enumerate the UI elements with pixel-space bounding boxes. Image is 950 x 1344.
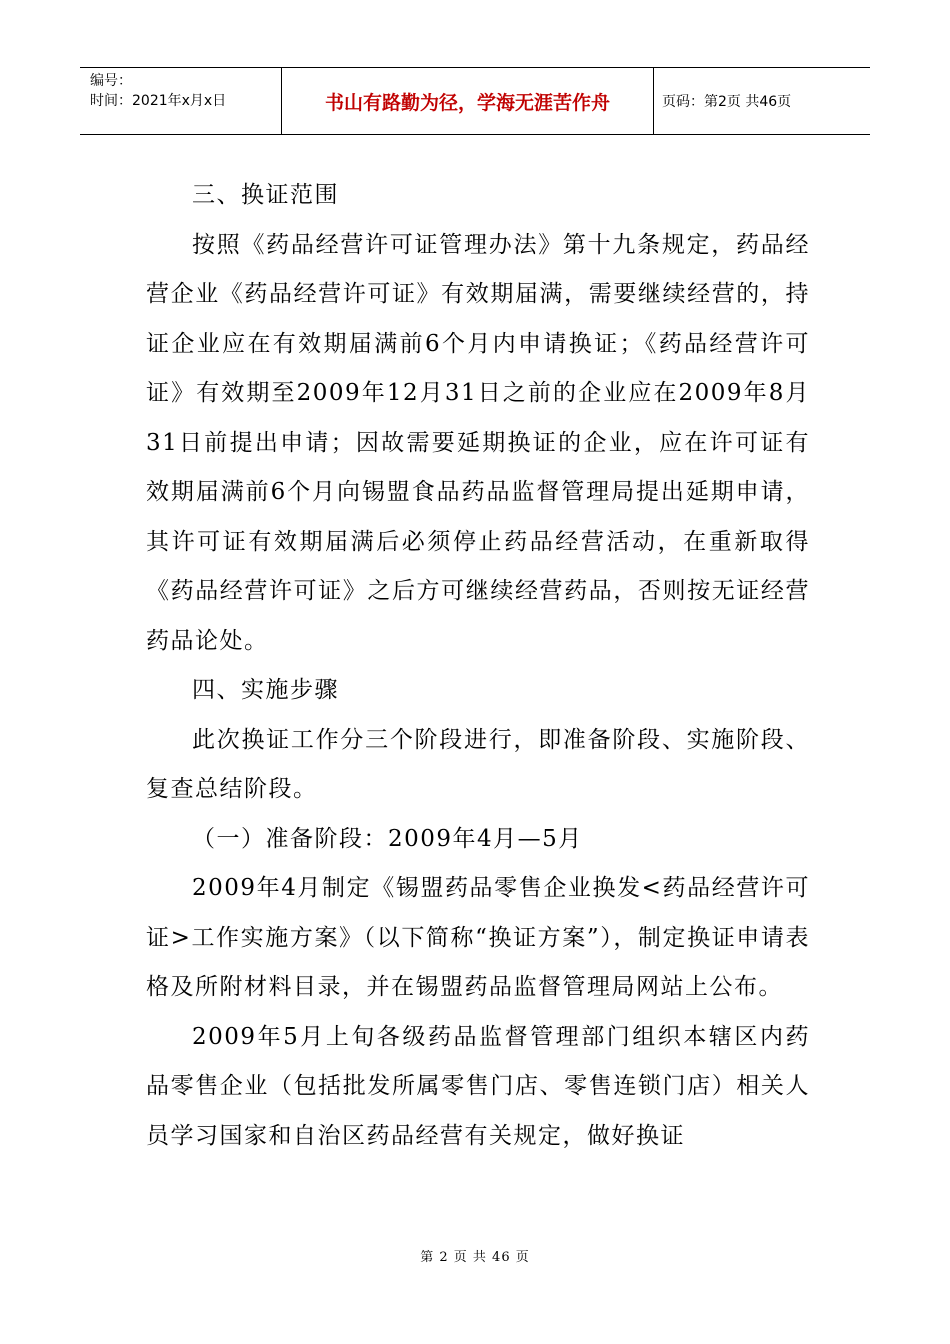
page-footer: 第 2 页 共 46 页: [420, 1250, 530, 1265]
paragraph-steps-intro: 此次换证工作分三个阶段进行，即准备阶段、实施阶段、复查总结阶段。: [146, 726, 810, 802]
document-number-label: 编号：: [90, 73, 132, 89]
document-body: [146, 171, 810, 1161]
paragraph-may: 2009年5月上旬各级药品监督管理部门组织本辖区内药品零售企业（包括批发所属零售门店、零售连锁门店）相关人员学习国家和自治区药品经营有关规定，做好换证: [146, 1023, 810, 1149]
header-page-info: 页码：第2页 共46页: [662, 94, 792, 110]
header-motto: 书山有路勤为径，学海无涯苦作舟: [282, 68, 654, 134]
page-header: [80, 67, 870, 135]
paragraph-april: 2009年4月制定《锡盟药品零售企业换发<药品经营许可证>工作实施方案》（以下简称“换证方案”），制定换证申请表格及所附材料目录，并在锡盟药品监督管理局网站上公布。: [146, 875, 810, 1000]
subheading-preparation: （一）准备阶段：2009年4月—5月: [192, 825, 583, 852]
section-heading-scope: 三、换证范围: [192, 182, 339, 208]
header-meta: [80, 68, 282, 134]
document-time-label: 时间：2021年x月x日: [90, 93, 227, 109]
paragraph-scope: 按照《药品经营许可证管理办法》第十九条规定，药品经营企业《药品经营许可证》有效期届满，需要继续经营的，持证企业应在有效期届满前6个月内申请换证；《药品经营许可证》有效期至2009年12月31日之前的企业应在2009年8月31日前提出申请；因故需要延期换证的企业，应在许可证有效期届满前6个月向锡盟食品药品监督管理局提出延期申请，其许可证有效期届满后必须停止药品经营活动，在重新取得《药品经营许可证》之后方可继续经营药品，否则按无证经营药品论处。: [146, 231, 810, 654]
section-heading-steps: 四、实施步骤: [192, 677, 339, 703]
